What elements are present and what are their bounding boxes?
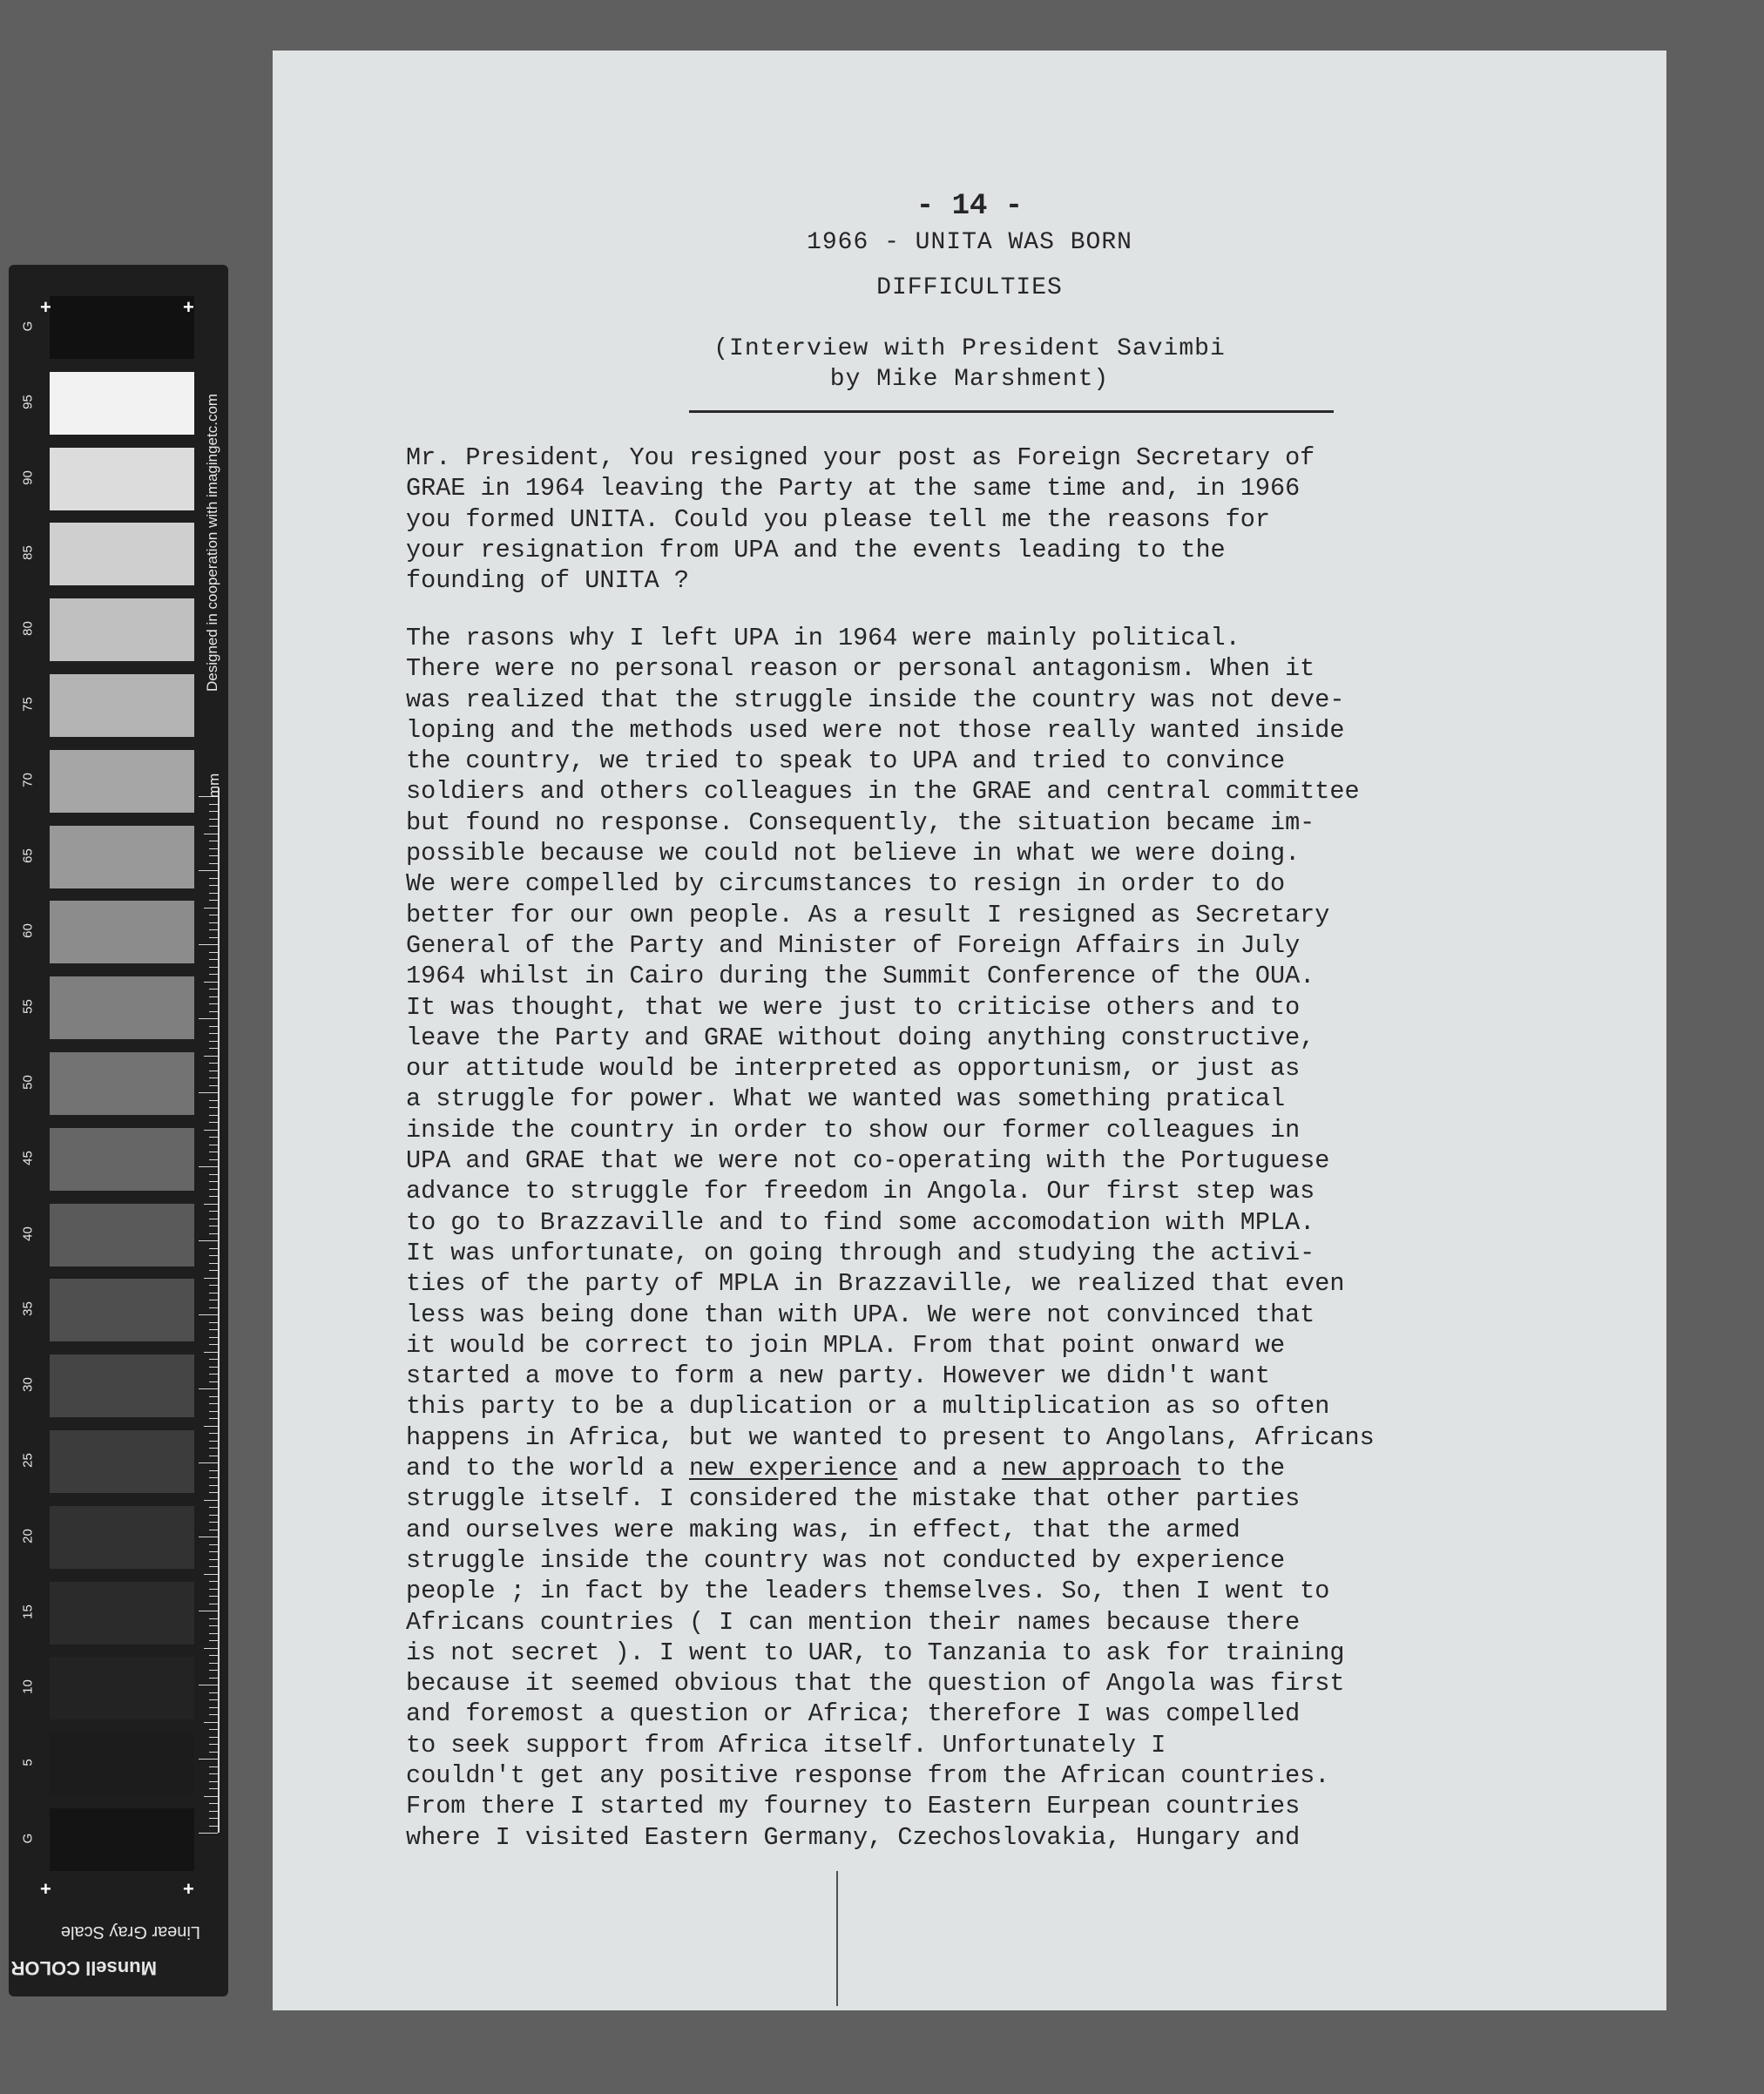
ruler-tick	[204, 1352, 218, 1353]
ruler-tick	[209, 1174, 218, 1175]
ruler-unit: mm	[206, 773, 222, 798]
ruler-tick	[209, 900, 218, 901]
registration-mark: +	[183, 1878, 194, 1900]
ruler-tick	[209, 967, 218, 968]
ruler-tick	[209, 893, 218, 894]
title-underline	[689, 410, 1334, 413]
document-subtitle-heading: DIFFICULTIES	[876, 274, 1063, 301]
gray-patch	[50, 598, 194, 661]
ruler-tick	[209, 1477, 218, 1478]
ruler-tick	[209, 1507, 218, 1508]
ruler-tick	[199, 1092, 218, 1093]
patch-label: 55	[20, 999, 36, 1015]
ruler-tick	[199, 1314, 218, 1315]
patch-label: 85	[20, 545, 36, 561]
ruler-tick	[209, 1181, 218, 1182]
ruler-tick	[204, 1574, 218, 1575]
interview-answer	[406, 623, 1530, 1853]
paper-crease	[836, 1871, 838, 2006]
ruler-tick	[209, 1663, 218, 1664]
ruler-tick	[204, 1796, 218, 1797]
gray-patch	[50, 1204, 194, 1267]
patch-label: 5	[20, 1759, 36, 1766]
ruler-tick	[204, 982, 218, 983]
ruler-tick	[209, 1285, 218, 1286]
ruler-tick	[209, 1559, 218, 1560]
patch-label: 45	[20, 1150, 36, 1165]
ruler-tick	[199, 1388, 218, 1389]
ruler-tick	[204, 1056, 218, 1057]
patch-label: 70	[20, 772, 36, 787]
patch-label: G	[20, 1833, 36, 1844]
ruler-tick	[209, 974, 218, 975]
ruler-tick	[209, 878, 218, 879]
answer-text: The rasons why I left UPA in 1964 were mainly political. There were no personal reason or personal antagonism. When it was realized that the struggle inside the country was not deve- loping and the methods used were not those really wanted inside the country, we tried to speak to UPA and tried to convince soldiers and others colleagues in the GRAE and central committee but found no response. Consequently, the situation became im- possible because we could not believe in what we were doing. We were compelled by circumstances to resign in order to do better for our own people. As a result I resigned as Secretary General of the Party and Minister of Foreign Affairs in July 1964 whilst in Cairo during the Summit Conference of the OUA. It was thought, that we were just to criticise others and to leave the Party and GRAE without doing anything constructive, our attitude would be interpreted as opportunism, or just as a struggle for power. What we wanted was something pratical inside the country in order to show our former colleagues in UPA and GRAE that we were not co-operating with the Portuguese advance to struggle for freedom in Angola. Our first step was to go to Brazzaville and to find some accomodation with MPLA. It was unfortunate, on going through and studying the activi- ties of the party of MPLA in Brazzaville, we realized that even less was being done than with UPA. We were not convinced that it would be correct to join MPLA. From that point onward we started a move to form a new party. However we didn't want this party to be a duplication or a multiplication as so often happens in Africa, but we wanted to present to Angolans, Africans and to the world a	[406, 624, 1375, 1483]
ruler-tick	[209, 1492, 218, 1493]
patch-label: 65	[20, 848, 36, 863]
ruler-tick	[209, 952, 218, 953]
ruler-tick	[209, 1803, 218, 1804]
interview-byline: (Interview with President Savimbi by Mike Marshment)	[713, 335, 1226, 393]
ruler-tick	[209, 1485, 218, 1486]
ruler-tick	[209, 1515, 218, 1516]
ruler-tick	[209, 1026, 218, 1027]
ruler-tick	[199, 1166, 218, 1167]
gray-patch	[50, 448, 194, 510]
ruler-tick	[209, 1655, 218, 1656]
gray-patch	[50, 1657, 194, 1719]
ruler-tick	[209, 1418, 218, 1419]
ruler-tick	[209, 1596, 218, 1597]
ruler-tick	[209, 1433, 218, 1434]
ruler-tick	[209, 1633, 218, 1634]
registration-mark: +	[40, 296, 51, 318]
ruler-tick	[209, 937, 218, 938]
ruler-tick	[209, 1048, 218, 1049]
ruler-tick	[209, 1522, 218, 1523]
patch-label: 30	[20, 1377, 36, 1393]
gray-patch	[50, 1430, 194, 1493]
ruler-tick	[209, 1255, 218, 1256]
patch-label: 20	[20, 1528, 36, 1543]
patch-label: 50	[20, 1075, 36, 1090]
ruler-tick	[199, 1833, 218, 1834]
ruler-tick	[209, 1470, 218, 1471]
ruler-tick	[209, 1115, 218, 1116]
ruler-tick	[204, 1500, 218, 1501]
ruler-tick	[209, 1781, 218, 1782]
ruler-tick	[209, 1678, 218, 1679]
gray-patch	[50, 1733, 194, 1795]
ruler-tick	[209, 1581, 218, 1582]
ruler-tick	[209, 1337, 218, 1338]
gray-patch	[50, 826, 194, 888]
ruler-tick	[209, 1211, 218, 1212]
ruler-tick	[209, 848, 218, 849]
ruler-tick	[209, 1033, 218, 1034]
ruler-tick	[209, 811, 218, 812]
ruler-tick	[209, 855, 218, 856]
gray-patch	[50, 1279, 194, 1341]
ruler-tick	[209, 1293, 218, 1294]
ruler-tick	[209, 1085, 218, 1086]
ruler-tick	[209, 1322, 218, 1323]
ruler-tick	[209, 1359, 218, 1360]
ruler-tick	[209, 1714, 218, 1715]
ruler-tick	[204, 1426, 218, 1427]
ruler-tick	[209, 1270, 218, 1271]
gray-patch	[50, 1354, 194, 1417]
gray-patch	[50, 750, 194, 813]
patch-label: 35	[20, 1301, 36, 1317]
brand-logo: Munsell COLOR	[10, 1957, 157, 1979]
ruler-tick	[209, 1551, 218, 1552]
ruler-tick	[209, 1699, 218, 1700]
ruler-tick	[209, 1707, 218, 1708]
ruler-tick	[209, 819, 218, 820]
ruler-tick	[209, 1766, 218, 1767]
gray-patch	[50, 976, 194, 1039]
patch-label: 80	[20, 621, 36, 637]
ruler-tick	[199, 944, 218, 945]
answer-text: to the struggle itself. I considered the mistake that other parties and ourselves were making was, in effect, that the armed struggle inside the country was not conducted by experience people ; in fact by the leaders themselves. So, then I went to Africans countries ( I can mention their names because there is not secret ). I went to UAR, to Tanzania to ask for training because it seemed obvious that the question of Angola was first and foremost a question or Africa; therefore I was compelled to seek support from Africa itself. Unfortunately I couldn't get any positive response from the African countries. From there I started my fourney to Eastern Eurpean countries where I visited Eastern Germany, Czechoslovakia, Hungary and	[406, 1454, 1345, 1852]
ruler-tick	[204, 1722, 218, 1723]
ruler-tick	[209, 1752, 218, 1753]
ruler-tick	[209, 1396, 218, 1397]
ruler-tick	[209, 1729, 218, 1730]
ruler-tick	[204, 1278, 218, 1279]
gray-patch	[50, 1128, 194, 1191]
gray-scale-card	[9, 265, 228, 1996]
gray-patch	[50, 1808, 194, 1871]
ruler-tick	[209, 863, 218, 864]
ruler-tick	[204, 1648, 218, 1649]
ruler-tick	[209, 885, 218, 886]
ruler-tick	[209, 1818, 218, 1819]
gray-patch	[50, 901, 194, 963]
registration-mark: +	[183, 296, 194, 318]
ruler-tick	[209, 1744, 218, 1745]
ruler-tick	[209, 1107, 218, 1108]
ruler-tick	[209, 1589, 218, 1590]
ruler-tick	[209, 1625, 218, 1626]
ruler-tick	[209, 1189, 218, 1190]
ruler-tick	[209, 1811, 218, 1812]
patch-label: 95	[20, 394, 36, 409]
gray-patch	[50, 296, 194, 359]
ruler-tick	[209, 1041, 218, 1042]
ruler-tick	[204, 908, 218, 909]
gray-patch	[50, 1052, 194, 1115]
scale-title: Linear Gray Scale	[60, 1922, 200, 1942]
ruler-tick	[209, 1788, 218, 1789]
ruler-tick	[209, 804, 218, 805]
ruler-tick	[209, 826, 218, 827]
ruler-tick	[209, 1737, 218, 1738]
ruler-tick	[209, 996, 218, 997]
ruler-tick	[199, 1462, 218, 1463]
patch-label: 75	[20, 697, 36, 712]
patch-label: 10	[20, 1679, 36, 1695]
ruler-tick	[209, 1233, 218, 1234]
ruler-tick	[209, 1011, 218, 1012]
ruler-tick	[199, 1018, 218, 1019]
ruler-tick	[209, 1344, 218, 1345]
ruler-tick	[199, 1759, 218, 1760]
document-title: 1966 - UNITA WAS BORN	[807, 229, 1132, 256]
ruler-tick	[199, 870, 218, 871]
ruler-tick	[209, 1374, 218, 1375]
ruler-tick	[204, 1204, 218, 1205]
ruler-tick	[209, 1137, 218, 1138]
patch-label: 90	[20, 469, 36, 485]
ruler-tick	[209, 922, 218, 923]
registration-mark: +	[40, 1878, 51, 1900]
patch-label: 40	[20, 1226, 36, 1241]
ruler-tick	[209, 1307, 218, 1308]
gray-patch	[50, 674, 194, 737]
patch-label: G	[20, 321, 36, 332]
ruler-tick	[199, 1240, 218, 1241]
ruler-tick	[209, 1122, 218, 1123]
emphasis-new-experience: new experience	[688, 1454, 898, 1483]
ruler-tick	[209, 1448, 218, 1449]
ruler-tick	[209, 1403, 218, 1404]
gray-patch	[50, 1506, 194, 1569]
ruler-tick	[209, 989, 218, 990]
gray-patch	[50, 523, 194, 585]
ruler-tick	[209, 1544, 218, 1545]
ruler-line	[218, 787, 220, 1833]
ruler-tick	[209, 1441, 218, 1442]
ruler-tick	[209, 1826, 218, 1827]
ruler-tick	[209, 959, 218, 960]
ruler-tick	[209, 1248, 218, 1249]
ruler-tick	[209, 1159, 218, 1160]
ruler-tick	[209, 1618, 218, 1619]
page-number: - 14 -	[916, 190, 1024, 223]
ruler-tick	[209, 1381, 218, 1382]
ruler-tick	[209, 1063, 218, 1064]
ruler-tick	[209, 1566, 218, 1567]
ruler-tick	[209, 929, 218, 930]
ruler-tick	[209, 1077, 218, 1078]
gray-patch	[50, 1582, 194, 1645]
ruler-tick	[209, 1670, 218, 1671]
ruler-tick	[209, 1411, 218, 1412]
ruler-tick	[209, 1329, 218, 1330]
interview-question: Mr. President, You resigned your post as Foreign Secretary of GRAE in 1964 leaving the Party at the same time and, in 1966 you formed UNITA. Could you please tell me the reasons for your resignation from UPA and the events leading to the founding of UNITA ?	[406, 443, 1315, 596]
emphasis-new-approach: new approach	[1002, 1454, 1181, 1483]
patch-label: 25	[20, 1453, 36, 1468]
patch-label: 60	[20, 923, 36, 939]
ruler-tick	[209, 1692, 218, 1693]
ruler-tick	[209, 1773, 218, 1774]
ruler-tick	[209, 1367, 218, 1368]
answer-text: and a	[897, 1454, 1003, 1483]
document-page	[273, 51, 1666, 2010]
patch-label: 15	[20, 1604, 36, 1619]
ruler-tick	[209, 1263, 218, 1264]
ruler-tick	[209, 1640, 218, 1641]
gray-patch	[50, 372, 194, 435]
credit-text: Designed in cooperation with imagingetc.com	[204, 393, 220, 692]
ruler-tick	[209, 1003, 218, 1004]
ruler-tick	[209, 1100, 218, 1101]
ruler-tick	[204, 1130, 218, 1131]
ruler-tick	[209, 1196, 218, 1197]
